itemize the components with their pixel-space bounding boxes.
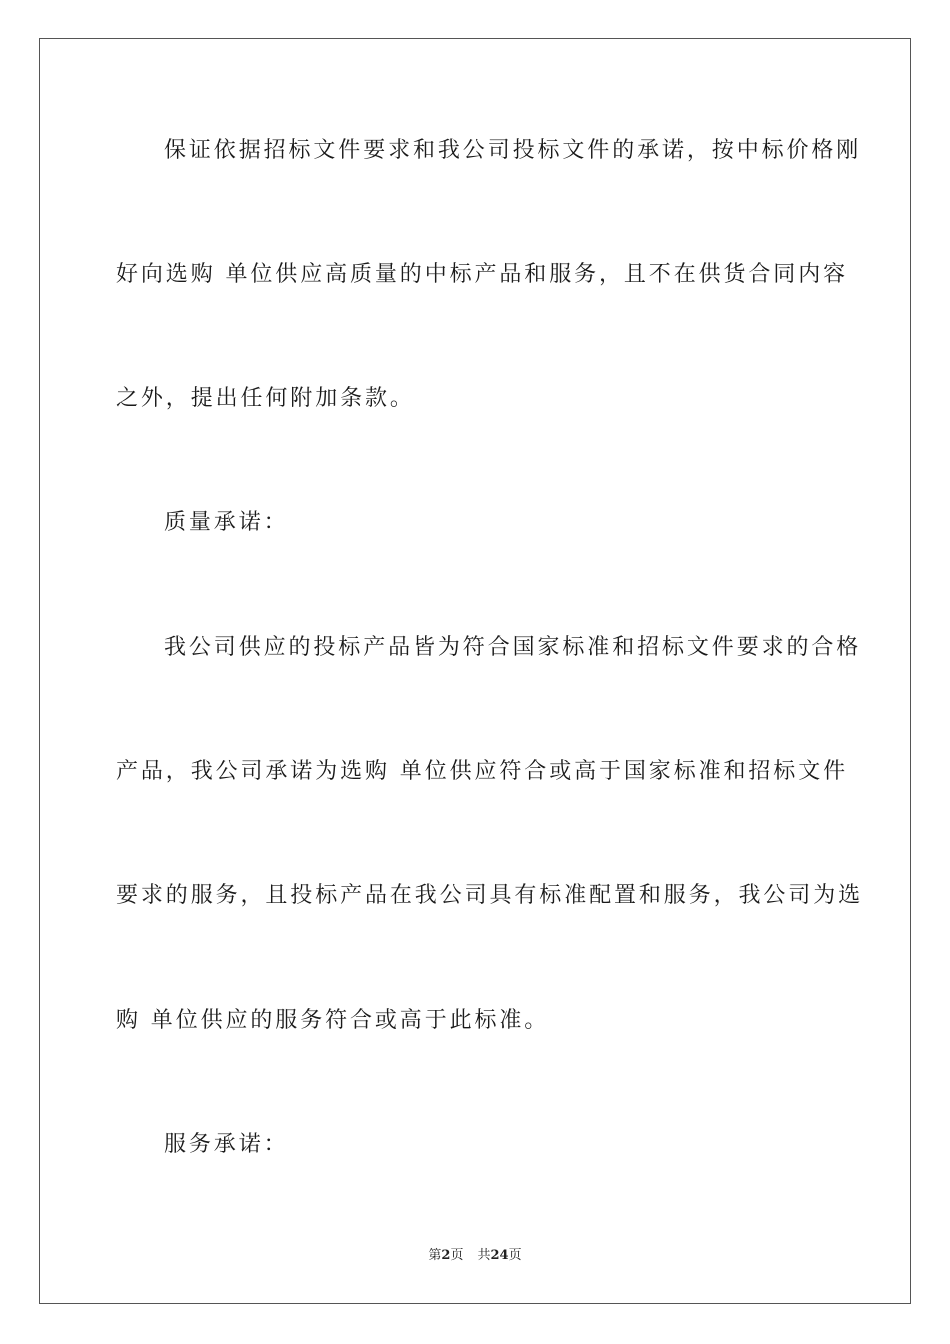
paragraph-line: 购 单位供应的服务符合或高于此标准。 (116, 1008, 550, 1033)
section-heading: 服务承诺： (164, 1132, 289, 1157)
paragraph-line: 我公司供应的投标产品皆为符合国家标准和招标文件要求的合格 (164, 635, 862, 660)
page-number: 2 (441, 1248, 451, 1263)
page-footer (0, 1247, 950, 1265)
paragraph-line: 好向选购 单位供应高质量的中标产品和服务，且不在供货合同内容 (116, 262, 848, 287)
page-suffix: 页 (450, 1248, 464, 1263)
paragraph-line: 保证依据招标文件要求和我公司投标文件的承诺，按中标价格刚 (164, 138, 862, 163)
page-frame (39, 38, 911, 1304)
total-prefix: 共 (477, 1248, 491, 1263)
paragraph-line: 要求的服务，且投标产品在我公司具有标准配置和服务，我公司为选 (116, 883, 864, 908)
total-pages: 24 (490, 1248, 509, 1263)
page-prefix: 第 (428, 1248, 442, 1263)
section-heading: 质量承诺： (164, 510, 289, 535)
paragraph-line: 之外，提出任何附加条款。 (116, 386, 415, 411)
paragraph-line: 产品，我公司承诺为选购 单位供应符合或高于国家标准和招标文件 (116, 759, 848, 784)
total-suffix: 页 (508, 1248, 522, 1263)
